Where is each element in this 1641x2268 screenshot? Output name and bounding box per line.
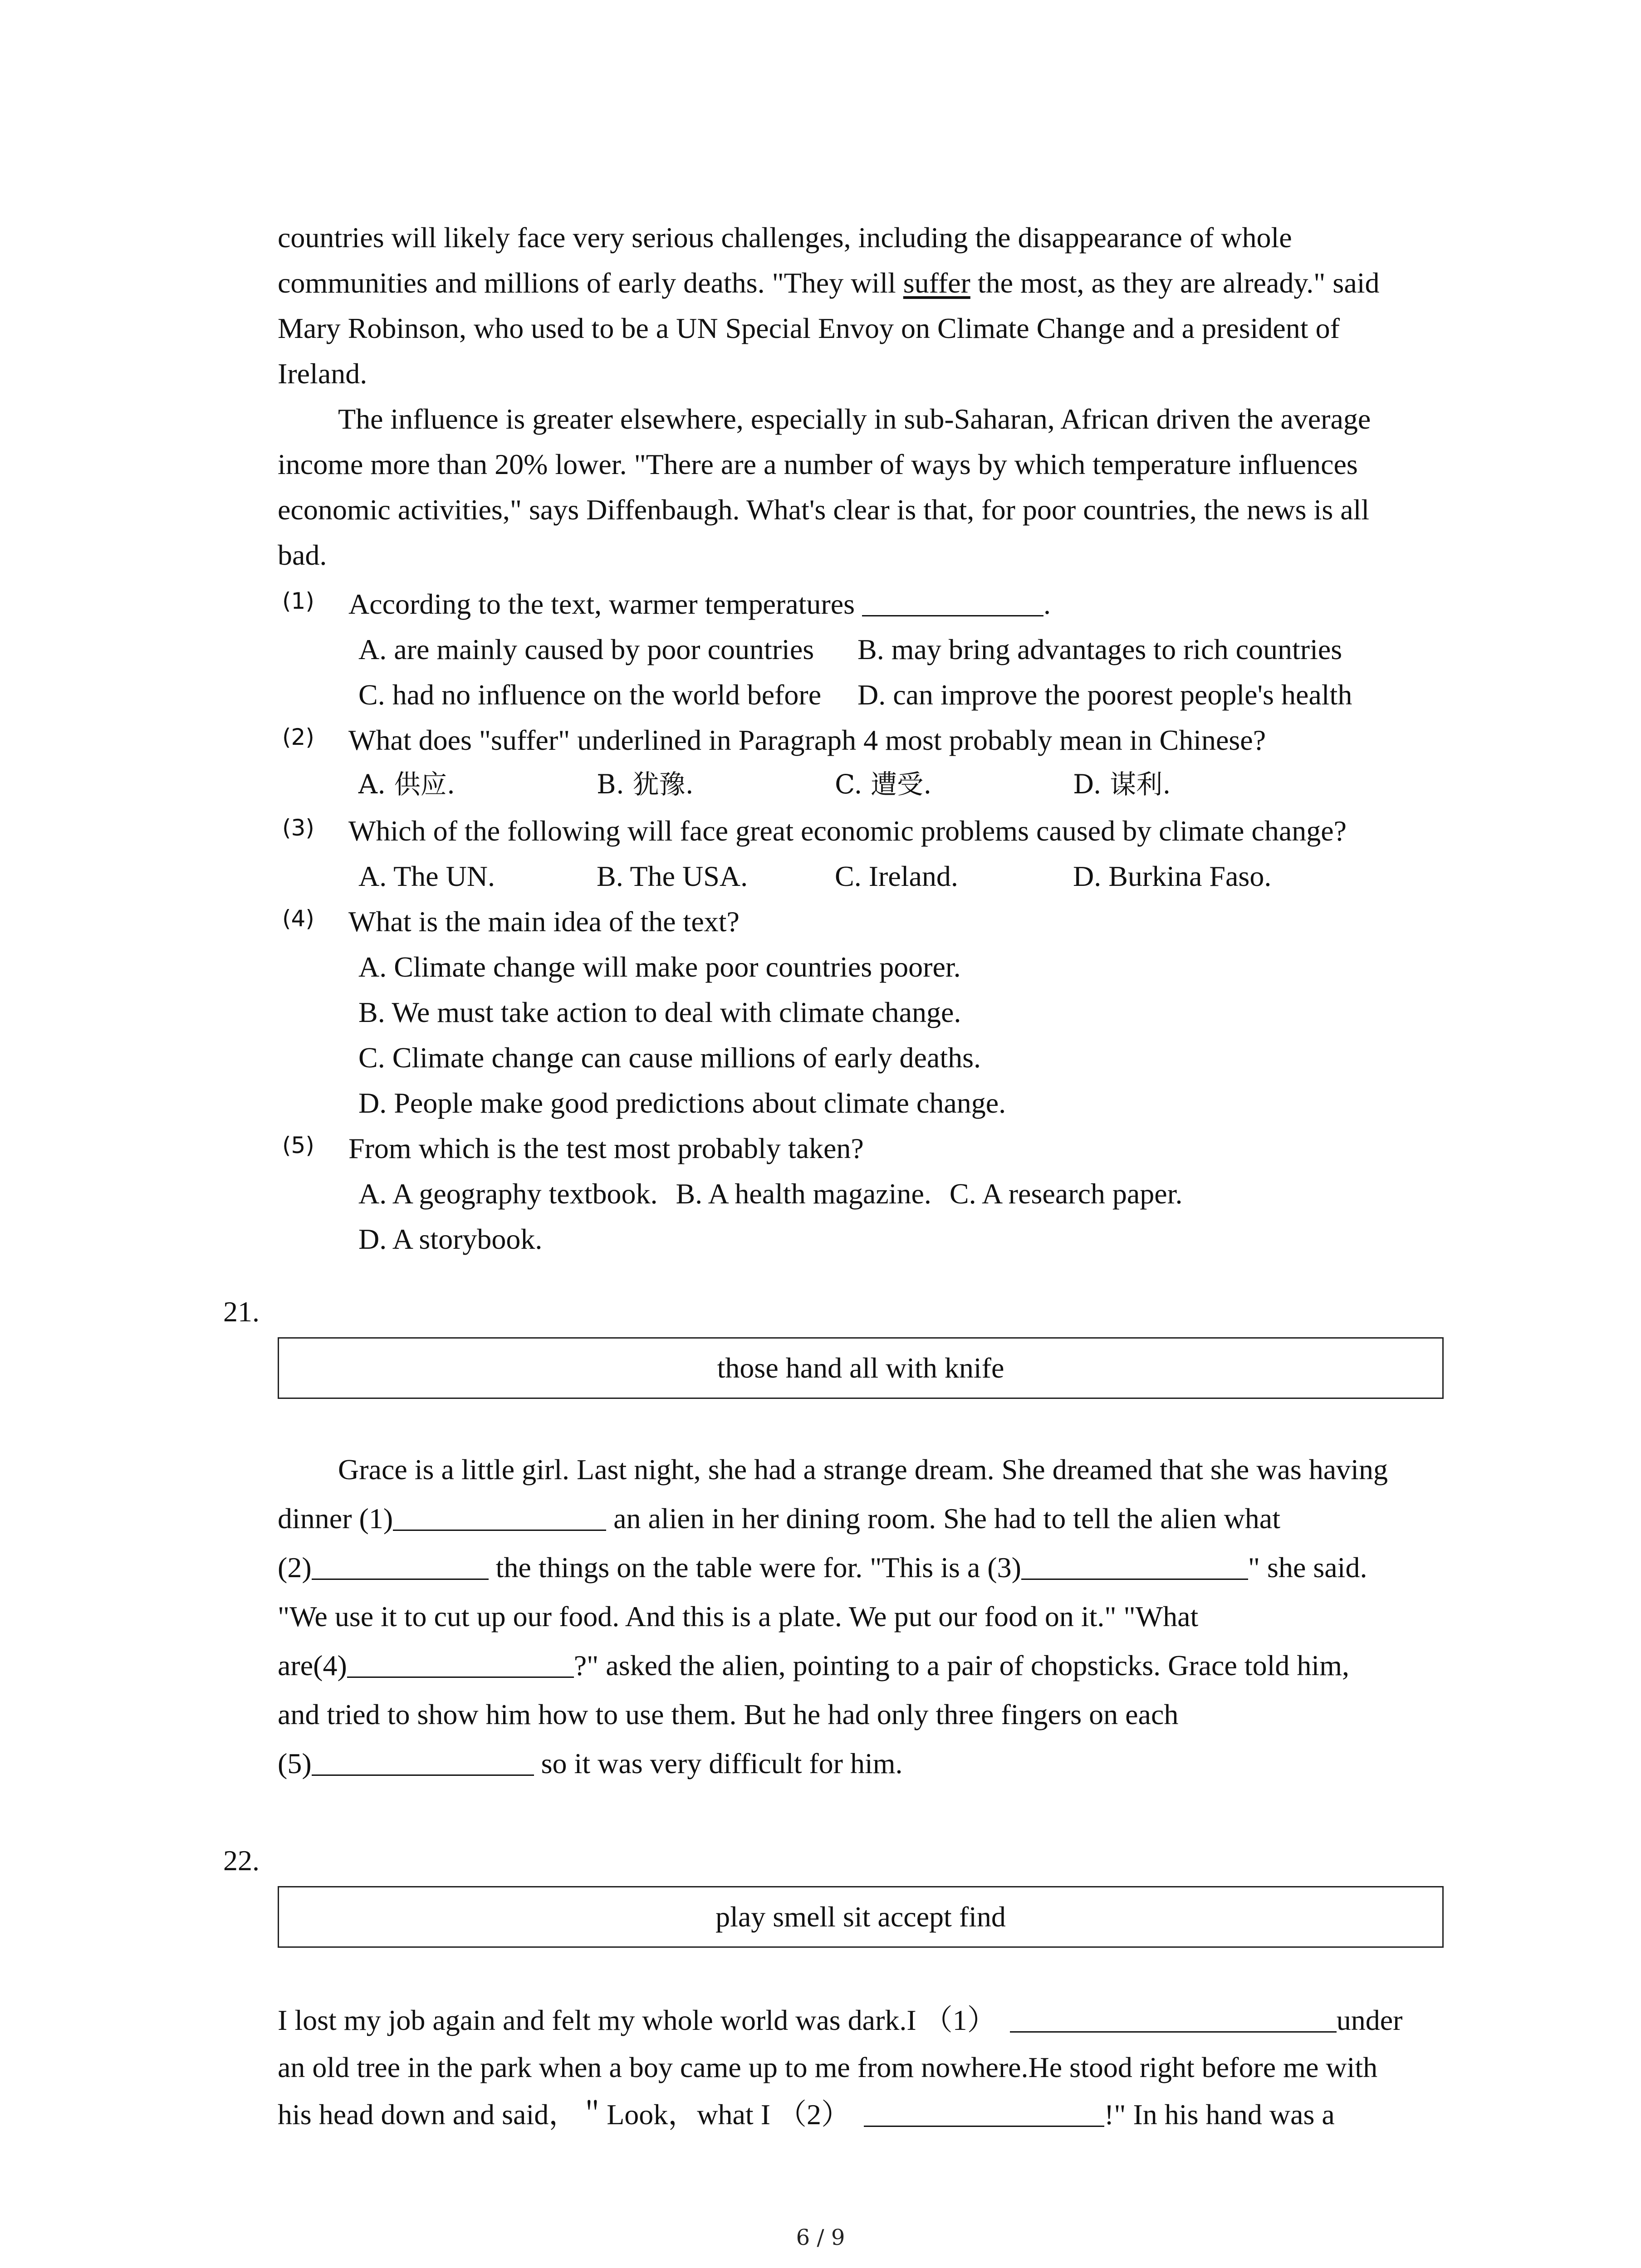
option[interactable]: A. are mainly caused by poor countries xyxy=(358,633,814,665)
cloze-line: his head down and said，＂Look，what I （2） !" In his hand was a xyxy=(278,2098,1335,2131)
option[interactable]: B. We must take action to deal with climate change. xyxy=(358,996,961,1028)
blank-4[interactable] xyxy=(347,1654,574,1678)
option[interactable]: C. 遭受. xyxy=(835,769,932,800)
question-number-22: 22. xyxy=(223,1844,260,1877)
option[interactable]: D. People make good predictions about climate change. xyxy=(358,1087,1006,1119)
option[interactable]: C. had no influence on the world before xyxy=(358,679,822,711)
question-number: (5) xyxy=(282,1132,314,1158)
option[interactable]: A. The UN. xyxy=(358,860,495,892)
blank-1[interactable] xyxy=(393,1507,606,1531)
option[interactable]: D. 谋利. xyxy=(1073,769,1171,800)
word-bank-box xyxy=(278,1886,1444,1948)
cloze-line: are(4) ?" asked the alien, pointing to a pair of chopsticks. Grace told him, xyxy=(278,1649,1349,1681)
passage-line-6: income more than 20% lower. "There are a number of ways by which temperature influences xyxy=(278,448,1358,480)
option[interactable]: B. 犹豫. xyxy=(597,769,694,800)
option-row xyxy=(358,680,1352,709)
option[interactable]: A. Climate change will make poor countries poorer. xyxy=(358,951,961,983)
underlined-word: suffer xyxy=(903,267,970,299)
question-text: Which of the following will face great economic problems caused by climate change? xyxy=(348,815,1347,847)
question-number: (4) xyxy=(282,905,314,932)
question-number: (3) xyxy=(282,815,314,841)
passage-line-1: countries will likely face very serious challenges, including the disappearance of whole xyxy=(278,221,1292,254)
option[interactable]: B. A health magazine. xyxy=(676,1178,931,1210)
passage-line-7: economic activities," says Diffenbaugh. What's clear is that, for poor countries, the news is all xyxy=(278,494,1370,526)
cloze-line: an old tree in the park when a boy came up to me from nowhere.He stood right before me with xyxy=(278,2051,1378,2083)
cloze-line: (5) so it was very difficult for him. xyxy=(278,1747,903,1779)
word-bank: those hand all with knife xyxy=(717,1352,1004,1384)
cloze-line: (2) the things on the table were for. "This is a (3) " she said. xyxy=(278,1551,1367,1584)
option[interactable]: B. may bring advantages to rich countries xyxy=(857,633,1342,665)
question-number-21: 21. xyxy=(223,1295,260,1328)
option[interactable]: A. A geography textbook. xyxy=(358,1178,658,1210)
cloze-line: "We use it to cut up our food. And this is a plate. We put our food on it." "What xyxy=(278,1600,1199,1633)
question-text: From which is the test most probably taken? xyxy=(348,1132,864,1164)
option-row xyxy=(358,1179,1182,1208)
answer-blank[interactable] xyxy=(862,592,1043,616)
question-number: (2) xyxy=(282,724,314,750)
cloze-line: dinner (1) an alien in her dining room. She had to tell the alien what xyxy=(278,1502,1280,1535)
blank-1[interactable] xyxy=(1010,2009,1337,2033)
option[interactable]: D. can improve the poorest people's health xyxy=(857,679,1352,711)
option[interactable]: A. 供应. xyxy=(358,769,456,800)
option[interactable]: D. Burkina Faso. xyxy=(1073,860,1272,892)
question-text: According to the text, warmer temperatures . xyxy=(348,588,1051,620)
cloze-line: I lost my job again and felt my whole world was dark.I （1） under xyxy=(278,2004,1403,2036)
page-number: 6 / 9 xyxy=(796,2225,845,2250)
option[interactable]: C. Climate change can cause millions of early deaths. xyxy=(358,1041,981,1074)
passage-line-5: The influence is greater elsewhere, especially in sub-Saharan, African driven the average xyxy=(338,403,1371,435)
word-bank: play smell sit accept find xyxy=(715,1901,1006,1933)
passage-line-8: bad. xyxy=(278,539,327,571)
blank-2[interactable] xyxy=(312,1556,489,1580)
cloze-line: and tried to show him how to use them. But he had only three fingers on each xyxy=(278,1698,1179,1730)
option[interactable]: D. A storybook. xyxy=(358,1223,543,1255)
option-row xyxy=(358,635,1342,664)
word-bank-box xyxy=(278,1337,1444,1399)
blank-3[interactable] xyxy=(1021,1556,1248,1580)
option-row xyxy=(358,769,1171,800)
blank-5[interactable] xyxy=(312,1752,534,1776)
cloze-line: Grace is a little girl. Last night, she had a strange dream. She dreamed that she was having xyxy=(338,1453,1388,1486)
option[interactable]: C. A research paper. xyxy=(949,1178,1183,1210)
passage-line-2: communities and millions of early deaths. "They will suffer the most, as they are already." said xyxy=(278,267,1380,299)
question-number: (1) xyxy=(282,588,314,614)
option[interactable]: B. The USA. xyxy=(597,860,748,892)
question-text: What does "suffer" underlined in Paragraph 4 most probably mean in Chinese? xyxy=(348,724,1266,756)
option[interactable]: C. Ireland. xyxy=(835,860,958,892)
option-row xyxy=(358,862,1271,891)
question-text: What is the main idea of the text? xyxy=(348,905,740,938)
passage-line-3: Mary Robinson, who used to be a UN Special Envoy on Climate Change and a president of xyxy=(278,312,1340,344)
passage-line-4: Ireland. xyxy=(278,357,367,390)
blank-2[interactable] xyxy=(864,2103,1104,2127)
